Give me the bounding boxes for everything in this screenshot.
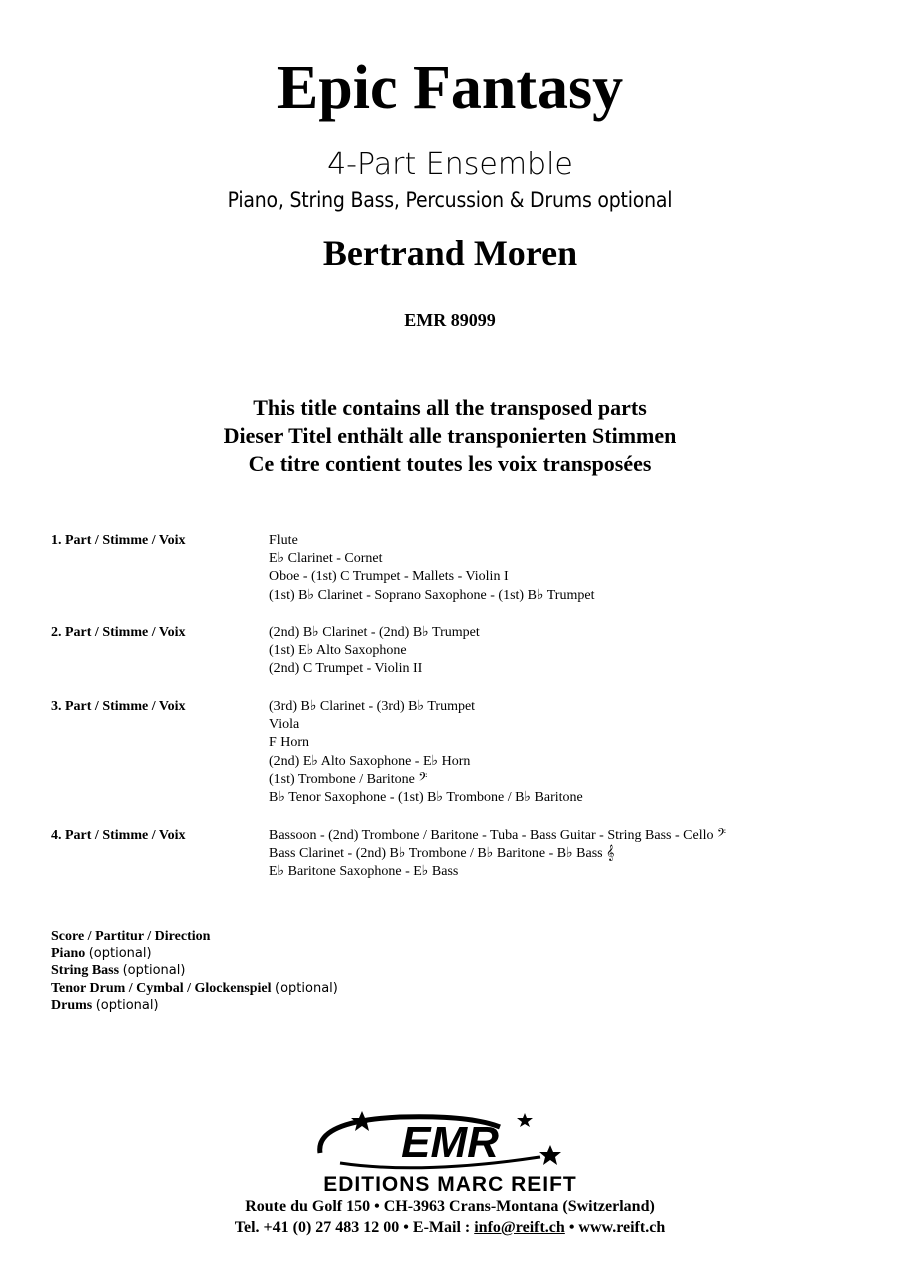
part-items [269,624,480,679]
part-item: (1st) Trombone / Baritone 𝄢 [269,771,428,787]
transposed-notice-fr: Ce titre contient toutes les voix transposées [248,451,652,476]
extras-item [51,980,338,997]
star-icon [539,1145,561,1165]
extras-item-name: String Bass [51,963,120,979]
part-label: 3. Part / Stimme / Voix [51,699,186,714]
extras-item-note: (optional) [88,946,152,962]
transposed-notice-de: Dieser Titel enthält alle transponierten Stimmen [223,423,677,448]
logo-text: EMR [401,1118,499,1167]
publisher-name: EDITIONS MARC REIFT [323,1173,577,1195]
part-items [269,827,726,882]
instrumentation-line: Piano, String Bass, Percussion & Drums optional [227,188,673,212]
extras-list [51,928,338,1014]
extras-item-note: (optional) [95,997,159,1013]
part-item: (1st) E♭ Alto Saxophone [269,643,407,659]
part-item: Viola [269,717,300,733]
transposed-notice-en: This title contains all the transposed parts [253,395,647,420]
ensemble-subtitle: 4-Part Ensemble [327,147,573,182]
publisher-contact [0,1217,900,1239]
part-item: E♭ Clarinet - Cornet [269,551,383,567]
extras-item-name: Tenor Drum / Cymbal / Glockenspiel [51,980,272,996]
catalog-number: EMR 89099 [404,310,496,330]
extras-item-name: Drums [51,997,93,1013]
extras-item [51,928,338,945]
part-item: (1st) B♭ Clarinet - Soprano Saxophone - (1st) B♭ Trumpet [269,587,595,603]
transposed-notice [0,394,900,478]
extras-item [51,997,338,1014]
part-item: (2nd) E♭ Alto Saxophone - E♭ Horn [269,753,471,769]
publisher-logo [300,1105,600,1195]
contact-email-link[interactable]: info@reift.ch [474,1219,565,1236]
part-item: Bassoon - (2nd) Trombone / Baritone - Tuba - Bass Guitar - String Bass - Cello 𝄢 [269,828,726,843]
part-item: E♭ Baritone Saxophone - E♭ Bass [269,864,459,880]
part-item: B♭ Tenor Saxophone - (1st) B♭ Trombone / B♭ Baritone [269,790,583,806]
part-item: (2nd) B♭ Clarinet - (2nd) B♭ Trumpet [269,625,480,640]
extras-item-note: (optional) [122,963,186,979]
star-icon [517,1113,533,1127]
part-items [269,698,583,807]
part-item: Oboe - (1st) C Trumpet - Mallets - Violin I [269,569,509,585]
part-item: Bass Clarinet - (2nd) B♭ Trombone / B♭ Baritone - B♭ Bass 𝄞 [269,846,615,862]
extras-item-name: Score / Partitur / Direction [51,929,211,944]
part-label: 1. Part / Stimme / Voix [51,533,186,548]
extras-item-name: Piano [51,946,86,962]
extras-item [51,945,338,962]
contact-tel: Tel. +41 (0) 27 483 12 00 • E-Mail : [234,1219,475,1236]
part-label: 4. Part / Stimme / Voix [51,828,186,843]
page-title: Epic Fantasy [276,54,624,122]
part-item: (2nd) C Trumpet - Violin II [269,661,423,677]
part-item: F Horn [269,735,310,751]
part-item: (3rd) B♭ Clarinet - (3rd) B♭ Trumpet [269,699,476,714]
composer-name: Bertrand Moren [322,233,578,273]
part-label: 2. Part / Stimme / Voix [51,625,186,640]
contact-web: • www.reift.ch [564,1219,666,1236]
extras-item [51,962,338,979]
part-items [269,532,594,605]
extras-item-note: (optional) [275,980,338,996]
part-item: Flute [269,533,298,548]
publisher-address: Route du Golf 150 • CH-3963 Crans-Montana (Switzerland) [245,1198,655,1215]
